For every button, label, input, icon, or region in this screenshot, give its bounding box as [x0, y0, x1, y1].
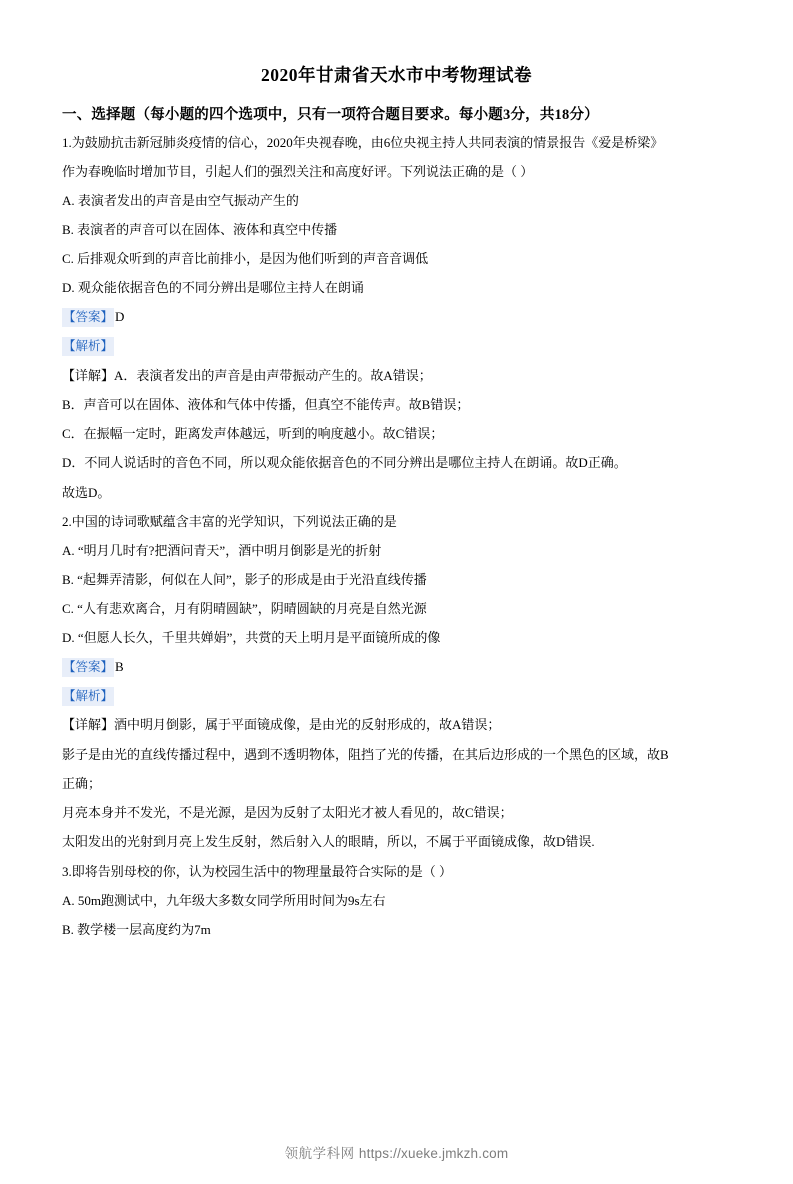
question-stem: 2.中国的诗词歌赋蕴含丰富的光学知识，下列说法正确的是: [62, 513, 397, 529]
footer-site: https://xueke.jmkzh.com: [358, 1146, 509, 1161]
option-d: D. “但愿人长久，千里共婵娟”，共赏的天上明月是平面镜所成的像: [62, 629, 441, 645]
option-c: C. “人有悲欢离合，月有阴晴圆缺”，阴晴圆缺的月亮是自然光源: [62, 600, 427, 616]
page-title: 2020年甘肃省天水市中考物理试卷: [261, 65, 532, 85]
option-a: A. “明月几时有?把酒问青天”，酒中明月倒影是光的折射: [62, 542, 382, 558]
option-a: A. 表演者发出的声音是由空气振动产生的: [62, 193, 299, 208]
answer-value: D: [115, 309, 125, 324]
option-d: D. 观众能依据音色的不同分辨出是哪位主持人在朗诵: [62, 280, 364, 295]
answer-row: [62, 307, 731, 327]
answer-value: B: [115, 658, 124, 674]
question-stem-cont: 作为春晚临时增加节目，引起人们的强烈关注和高度好评。下列说法正确的是（ ）: [62, 164, 534, 179]
section-heading: 一、选择题（每小题的四个选项中，只有一项符合题目要求。每小题3分，共18分）: [62, 107, 599, 123]
analysis-label: 【解析】: [62, 687, 114, 706]
option-a: A. 50m跑测试中，九年级大多数女同学所用时间为9s左右: [62, 892, 386, 908]
document-page: [0, 62, 793, 1184]
answer-label: 【答案】: [62, 658, 114, 677]
detail-line: 影子是由光的直线传播过程中，遇到不透明物体，阻挡了光的传播，在其后边形成的一个黑色的区域，故B: [62, 746, 669, 762]
detail-line: C．在振幅一定时，距离发声体越远，听到的响度越小。故C错误；: [62, 426, 444, 441]
detail-line: 太阳发出的光射到月亮上发生反射，然后射入人的眼睛，所以，不属于平面镜成像，故D错误.: [62, 834, 595, 850]
option-b: B. 表演者的声音可以在固体、液体和真空中传播: [62, 222, 338, 237]
question-stem: 3.即将告别母校的你，认为校园生活中的物理量最符合实际的是（ ）: [62, 863, 453, 879]
detail-line: 【详解】A．表演者发出的声音是由声带振动产生的。故A错误；: [62, 367, 432, 383]
option-c: C. 后排观众听到的声音比前排小，是因为他们听到的声音音调低: [62, 251, 429, 266]
option-b: B. 教学楼一层高度约为7m: [62, 921, 211, 937]
analysis-row: [62, 336, 731, 356]
detail-line: B．声音可以在固体、液体和气体中传播，但真空不能传声。故B错误；: [62, 396, 470, 412]
detail-line: 正确；: [62, 775, 102, 791]
answer-row: [62, 657, 731, 677]
detail-line: 故选D。: [62, 484, 111, 500]
option-b: B. “起舞弄清影，何似在人间”，影子的形成是由于光沿直线传播: [62, 571, 427, 587]
footer-watermark: [0, 1142, 793, 1162]
analysis-label: 【解析】: [62, 337, 114, 356]
detail-line: 【详解】酒中明月倒影，属于平面镜成像，是由光的反射形成的，故A错误；: [62, 717, 501, 733]
detail-line: D．不同人说话时的音色不同，所以观众能依据音色的不同分辨出是哪位主持人在朗诵。故D正确。: [62, 455, 627, 471]
question-stem: 1.为鼓励抗击新冠肺炎疫情的信心，2020年央视春晚，由6位央视主持人共同表演的情景报告《爱是桥梁》: [62, 135, 664, 150]
answer-label: 【答案】: [62, 308, 114, 327]
detail-line: 月亮本身并不发光，不是光源，是因为反射了太阳光才被人看见的，故C错误；: [62, 805, 513, 820]
footer-brand: 领航学科网: [284, 1146, 355, 1161]
analysis-row: [62, 686, 731, 706]
